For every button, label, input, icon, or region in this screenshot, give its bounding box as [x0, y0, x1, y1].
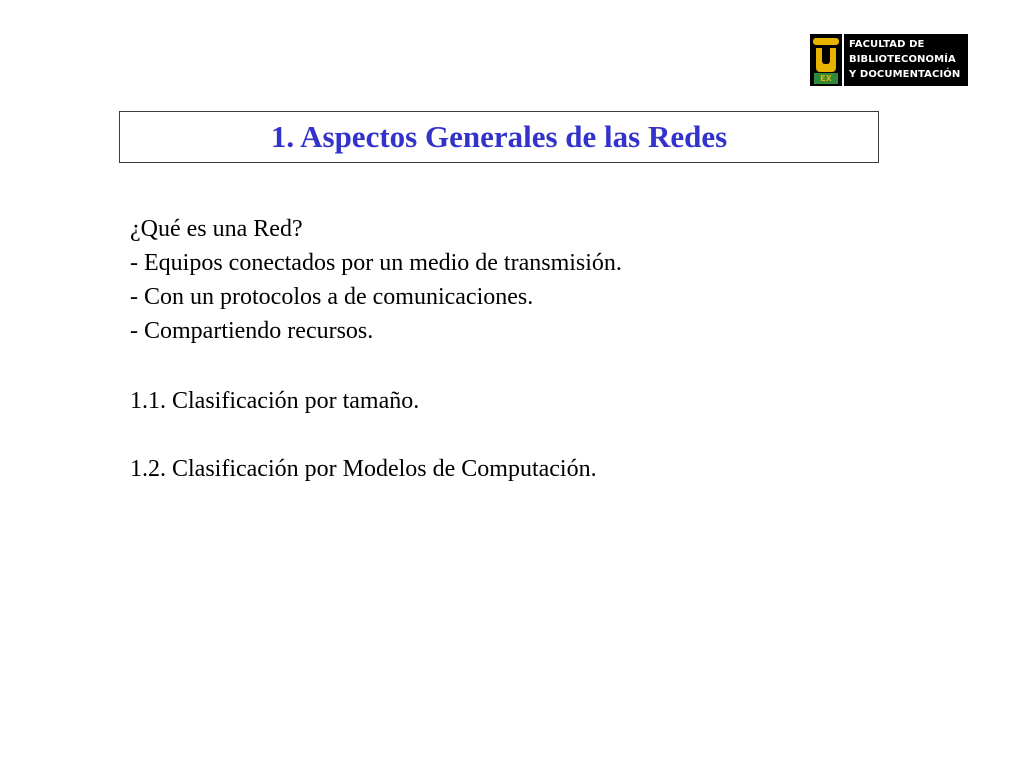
logo-line-2: BIBLIOTECONOMÍA: [849, 54, 956, 65]
intro-bullet-1: - Equipos conectados por un medio de transmisión.: [130, 250, 622, 276]
intro-bullet-2: - Con un protocolos a de comunicaciones.: [130, 284, 534, 310]
faculty-logo: [810, 34, 968, 86]
spacer: [130, 348, 622, 384]
intro-question: ¿Qué es una Red?: [130, 216, 303, 242]
key-icon: [813, 38, 839, 45]
logo-line-3: Y DOCUMENTACIÓN: [849, 69, 961, 80]
logo-line-1: FACULTAD DE: [849, 39, 925, 50]
logo-text: [844, 34, 968, 86]
slide-content: [130, 212, 622, 486]
slide-title: 1. Aspectos Generales de las Redes: [270, 119, 728, 154]
section-1-1: 1.1. Clasificación por tamaño.: [130, 388, 420, 414]
spacer: [130, 418, 622, 452]
title-box: [119, 111, 879, 163]
section-1-2: 1.2. Clasificación por Modelos de Computación.: [130, 456, 597, 482]
emblem-text: EX: [814, 73, 838, 84]
u-letter-mark: [816, 48, 836, 72]
university-emblem-icon: [810, 34, 842, 86]
intro-bullet-3: - Compartiendo recursos.: [130, 318, 374, 344]
